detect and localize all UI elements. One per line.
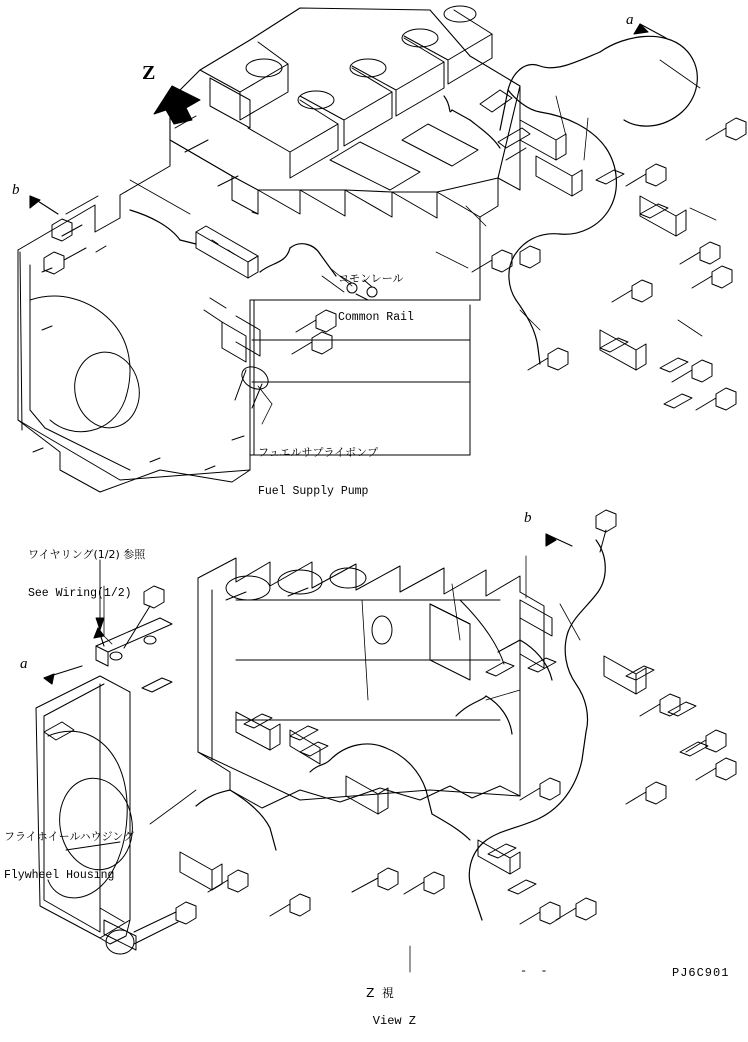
- label-common-rail: [338, 246, 414, 350]
- upper-leader-lines: [130, 60, 716, 424]
- label-fuel-supply-pump-jp: フュエルサプライポンプ: [258, 446, 379, 459]
- label-see-wiring-jp: ワイヤリング(1/2) 参照: [28, 548, 146, 561]
- upper-brackets: [480, 90, 686, 370]
- z-arrow-label: Z: [142, 62, 156, 84]
- callout-lower-a: a: [20, 656, 28, 672]
- label-fuel-supply-pump-en: Fuel Supply Pump: [258, 485, 369, 498]
- label-view-z-jp: Z 視: [366, 986, 394, 1000]
- lower-engine-block: [198, 558, 544, 808]
- callout-upper-b: b: [12, 182, 20, 198]
- z-direction-arrow: [154, 86, 200, 124]
- lower-leader-lines: [104, 556, 580, 972]
- lower-brackets: [96, 600, 646, 890]
- label-common-rail-jp: コモンレール: [338, 272, 404, 285]
- label-view-z-en: View Z: [372, 1014, 417, 1028]
- label-common-rail-en: Common Rail: [338, 311, 414, 324]
- label-flywheel-housing-en: Flywheel Housing: [4, 869, 115, 882]
- lower-harness-lines: [196, 540, 605, 920]
- label-fuel-supply-pump: [258, 420, 378, 524]
- dash-marks: - -: [520, 964, 551, 978]
- upper-cylinder-head: [170, 6, 520, 214]
- lower-fasteners: [124, 510, 736, 924]
- callout-upper-a: a: [626, 12, 634, 28]
- label-see-wiring: [28, 522, 145, 626]
- label-view-z: [340, 958, 420, 1042]
- callout-lower-b: b: [524, 510, 532, 526]
- upper-callout-arrows: [30, 24, 666, 214]
- part-number: PJ6C901: [672, 966, 730, 980]
- label-see-wiring-en: See Wiring(1/2): [28, 587, 132, 600]
- label-flywheel-housing-jp: フライホイールハウジング: [4, 830, 135, 843]
- label-flywheel-housing: [4, 804, 134, 908]
